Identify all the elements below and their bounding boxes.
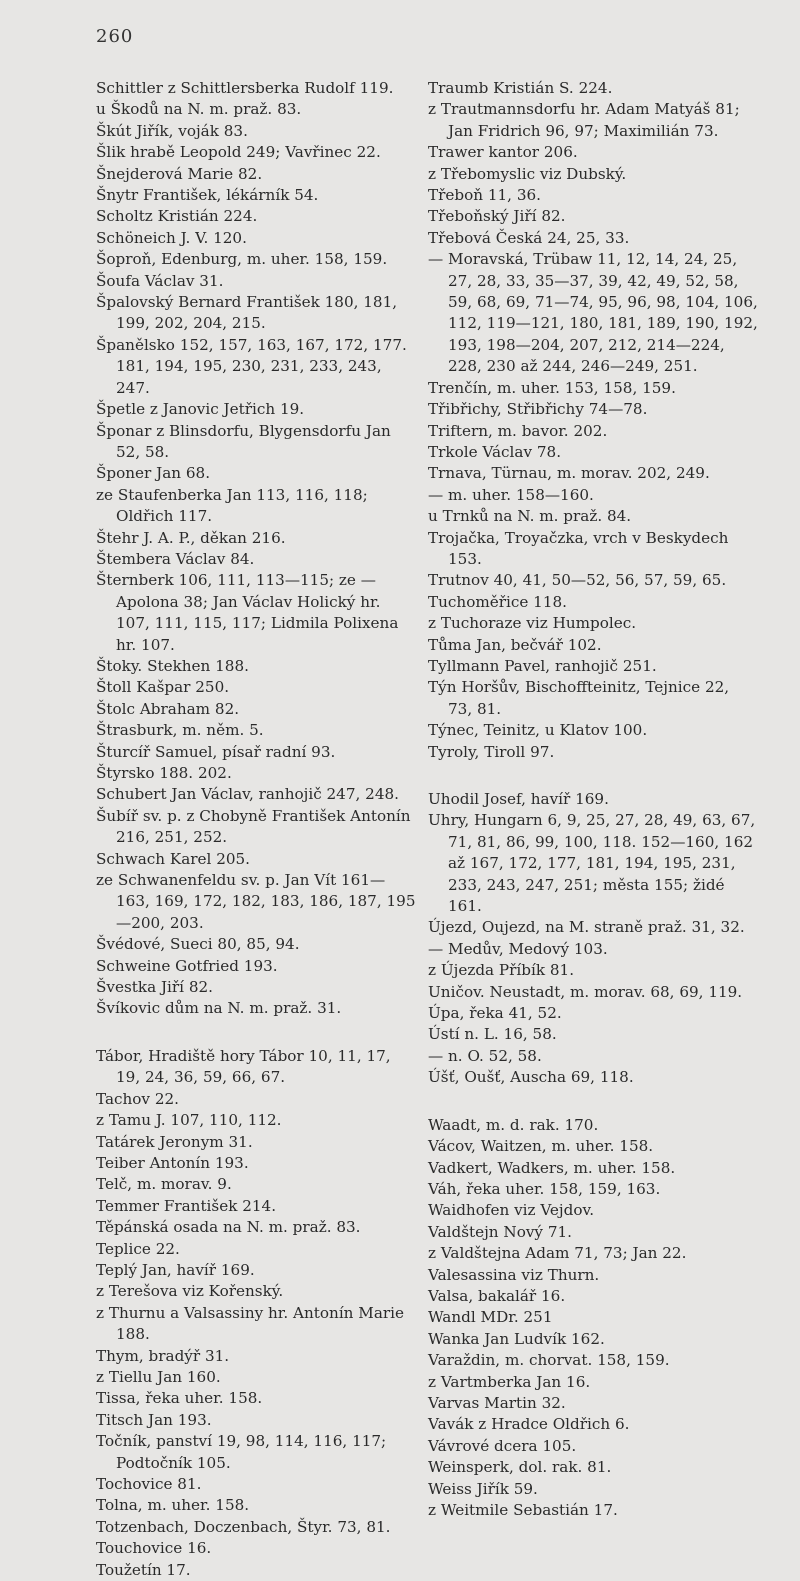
index-entry: Šlik hrabě Leopold 249; Vavřinec 22. (96, 143, 381, 162)
index-entry: z Vartmberka Jan 16. (428, 1372, 591, 1391)
index-entry: Vadkert, Wadkers, m. uher. 158. (428, 1158, 676, 1177)
index-entry: Wandl MDr. 251 (428, 1308, 553, 1327)
index-entry: — Medův, Medový 103. (428, 939, 608, 958)
index-entry: Tachov 22. (96, 1089, 179, 1108)
index-entry: Varvas Martin 32. (428, 1393, 566, 1412)
index-entry: Šubíř sv. p. z Chobyně František Antonín 216, 251, 252. (96, 806, 411, 847)
index-entry: Šoproň, Edenburg, m. uher. 158, 159. (96, 250, 388, 269)
index-entry: z Tiellu Jan 160. (96, 1367, 221, 1386)
section-gap (428, 763, 758, 789)
index-entry: — m. uher. 158—160. (428, 485, 594, 504)
index-entry: Švíkovic dům na N. m. praž. 31. (96, 999, 342, 1018)
index-entry: Těpánská osada na N. m. praž. 83. (96, 1218, 361, 1237)
index-entry: Štyrsko 188. 202. (96, 764, 232, 782)
index-entry: Tyllmann Pavel, ranhojič 251. (428, 656, 657, 675)
left-group-1 (96, 78, 416, 1020)
index-entry: z Třebomyslic viz Dubský. (428, 164, 627, 183)
page-number: 260 (96, 26, 134, 47)
index-entry: Třebová Česká 24, 25, 33. (428, 228, 630, 247)
index-entry: Teplice 22. (96, 1239, 180, 1258)
index-entry: Touchovice 16. (96, 1539, 212, 1558)
index-entry: Třibřichy, Střibřichy 74—78. (428, 400, 648, 419)
index-entry: Uničov. Neustadt, m. morav. 68, 69, 119. (428, 982, 743, 1001)
index-entry: Trenčín, m. uher. 153, 158, 159. (428, 378, 676, 397)
index-entry: Týnec, Teinitz, u Klatov 100. (428, 721, 648, 740)
index-entry: Úpa, řeka 41, 52. (428, 1004, 562, 1023)
index-entry: Toužetín 17. (96, 1560, 191, 1579)
index-entry: Ústí n. L. 16, 58. (428, 1025, 557, 1044)
index-entry: Tyroly, Tiroll 97. (428, 742, 555, 761)
index-entry: Týn Horšův, Bischoffteinitz, Tejnice 22, 73, 81. (428, 678, 730, 718)
index-entry: Šternberk 106, 111, 113—115; ze — Apolona 38; Jan Václav Holický hr. 107, 111, 115, 117; Lidmila Polixena hr. 107. (96, 571, 399, 654)
index-entry: Špetle z Janovic Jetřich 19. (96, 400, 305, 419)
index-entry: — n. O. 52, 58. (428, 1046, 542, 1065)
index-entry: Trkole Václav 78. (428, 442, 562, 461)
index-entry: Šturcíř Samuel, písař radní 93. (96, 742, 336, 761)
index-entry: z Tuchoraze viz Humpolec. (428, 614, 637, 633)
index-entry: Šnejderová Marie 82. (96, 164, 263, 183)
section-gap (428, 1089, 758, 1115)
index-entry: Valsa, bakalář 16. (428, 1286, 566, 1305)
index-entry: Štehr J. A. P., děkan 216. (96, 528, 286, 547)
right-group-2 (428, 789, 758, 1089)
index-entry: Třeboňský Jiří 82. (428, 207, 566, 226)
index-entry: Úšť, Oušť, Auscha 69, 118. (428, 1068, 634, 1087)
index-entry: Vávrové dcera 105. (428, 1436, 577, 1455)
index-entry: Scholtz Kristián 224. (96, 207, 258, 226)
index-entry: Telč, m. morav. 9. (96, 1175, 232, 1194)
index-entry: u Trnků na N. m. praž. 84. (428, 507, 632, 526)
right-group-3 (428, 1115, 758, 1522)
right-column (428, 78, 758, 1521)
index-entry: Španělsko 152, 157, 163, 167, 172, 177. 181, 194, 195, 230, 231, 233, 243, 247. (96, 335, 407, 397)
index-entry: Trawer kantor 206. (428, 143, 578, 162)
index-entry: Točník, panství 19, 98, 114, 116, 117; Podtočník 105. (96, 1432, 387, 1472)
left-column (96, 78, 416, 1581)
index-entry: Triftern, m. bavor. 202. (428, 421, 608, 440)
section-gap (96, 1020, 416, 1046)
index-entry: Varaždin, m. chorvat. 158, 159. (428, 1351, 670, 1370)
index-entry: Štoll Kašpar 250. (96, 678, 230, 697)
index-entry: Švestka Jiří 82. (96, 978, 213, 997)
index-entry: u Škodů na N. m. praž. 83. (96, 100, 302, 119)
index-entry: Teplý Jan, havíř 169. (96, 1260, 255, 1279)
index-entry: z Tamu J. 107, 110, 112. (96, 1111, 282, 1130)
index-entry: Štrasburk, m. něm. 5. (96, 721, 264, 740)
index-entry: Tůma Jan, bečvář 102. (428, 635, 602, 654)
index-entry: Schwach Karel 205. (96, 849, 251, 868)
index-entry: ze Schwanenfeldu sv. p. Jan Vít 161—163, 169, 172, 182, 183, 186, 187, 195—200, 203. (96, 871, 416, 932)
index-entry: z Thurnu a Valsassiny hr. Antonín Marie 188. (96, 1303, 405, 1344)
index-entry: z Valdštejna Adam 71, 73; Jan 22. (428, 1244, 687, 1263)
index-entry: z Trautmannsdorfu hr. Adam Matyáš 81; Jan Fridrich 96, 97; Maximilián 73. (428, 100, 740, 140)
index-entry: Váh, řeka uher. 158, 159, 163. (428, 1179, 661, 1198)
index-entry: Uhodil Josef, havíř 169. (428, 790, 609, 808)
index-entry: Šponer Jan 68. (96, 464, 211, 483)
index-entry: Třeboň 11, 36. (428, 186, 541, 205)
index-entry: Titsch Jan 193. (96, 1410, 212, 1429)
index-entry: Vavák z Hradce Oldřich 6. (428, 1415, 630, 1434)
index-entry: Schöneich J. V. 120. (96, 228, 247, 247)
index-entry: Teiber Antonín 193. (96, 1153, 249, 1172)
index-entry: ze Staufenberka Jan 113, 116, 118; Oldřich 117. (96, 485, 368, 526)
index-entry: Tissa, řeka uher. 158. (96, 1389, 263, 1408)
index-entry: Thym, bradýř 31. (96, 1346, 230, 1365)
index-entry: Šoufa Václav 31. (96, 271, 224, 290)
index-entry: z Weitmile Sebastián 17. (428, 1501, 618, 1519)
index-entry: Valdštejn Nový 71. (428, 1222, 572, 1241)
index-entry: Tolna, m. uher. 158. (96, 1496, 250, 1515)
index-entry: Štoky. Stekhen 188. (96, 656, 249, 675)
index-entry: Temmer František 214. (96, 1196, 277, 1215)
index-entry: z Újezda Příbík 81. (428, 961, 575, 980)
index-entry: Vácov, Waitzen, m. uher. 158. (428, 1137, 654, 1156)
left-group-2 (96, 1046, 416, 1581)
index-entry: Valesassina viz Thurn. (428, 1265, 600, 1284)
index-entry: z Terešova viz Kořenský. (96, 1282, 284, 1301)
index-entry: Trnava, Türnau, m. morav. 202, 249. (428, 464, 710, 483)
index-entry: Štolc Abraham 82. (96, 699, 240, 718)
index-entry: Schweine Gotfried 193. (96, 956, 278, 975)
index-entry: Špalovský Bernard František 180, 181, 199, 202, 204, 215. (96, 293, 398, 333)
index-entry: Totzenbach, Doczenbach, Štyr. 73, 81. (96, 1517, 391, 1536)
index-entry: Šponar z Blinsdorfu, Blygensdorfu Jan 52, 58. (96, 421, 391, 461)
index-entry: Tuchoměřice 118. (428, 592, 567, 611)
index-entry: Wanka Jan Ludvík 162. (428, 1329, 605, 1348)
index-entry: Tochovice 81. (96, 1475, 202, 1493)
index-entry: Škút Jiřík, voják 83. (96, 121, 248, 140)
index-entry: Weinsperk, dol. rak. 81. (428, 1458, 612, 1477)
right-group-1 (428, 78, 758, 763)
index-entry: Waadt, m. d. rak. 170. (428, 1115, 599, 1134)
index-entry: Traumb Kristián S. 224. (428, 79, 613, 97)
index-entry: Schittler z Schittlersberka Rudolf 119. (96, 79, 394, 97)
index-entry: — Moravská, Trübaw 11, 12, 14, 24, 25, 27, 28, 33, 35—37, 39, 42, 49, 52, 58, 59, 68, 69, 71—74, 95, 96, 98, 104, 106, 112, 119—121, 180, 181, 189, 190, 192, 193, 198—204, 207, 212, 214—224, 228, 230 až 244, 246—249, 251. (428, 250, 758, 376)
index-entry: Trojačka, Troyačzka, vrch v Beskydech 153. (428, 528, 729, 568)
index-entry: Waidhofen viz Vejdov. (428, 1201, 595, 1220)
index-entry: Uhry, Hungarn 6, 9, 25, 27, 28, 49, 63, 67, 71, 81, 86, 99, 100, 118. 152—160, 162 až 167, 172, 177, 181, 194, 195, 231, 233, 243, 247, 251; města 155; židé 161. (428, 811, 756, 916)
index-entry: Štembera Václav 84. (96, 549, 255, 568)
index-entry: Újezd, Oujezd, na M. straně praž. 31, 32. (428, 918, 745, 937)
index-entry: Tábor, Hradiště hory Tábor 10, 11, 17, 19, 24, 36, 59, 66, 67. (96, 1046, 391, 1087)
index-entry: Tatárek Jeronym 31. (96, 1132, 253, 1151)
index-entry: Trutnov 40, 41, 50—52, 56, 57, 59, 65. (428, 571, 727, 590)
index-entry: Švédové, Sueci 80, 85, 94. (96, 935, 300, 954)
index-entry: Weiss Jiřík 59. (428, 1479, 538, 1498)
index-entry: Schubert Jan Václav, ranhojič 247, 248. (96, 785, 399, 804)
index-entry: Šnytr František, lékárník 54. (96, 186, 319, 205)
